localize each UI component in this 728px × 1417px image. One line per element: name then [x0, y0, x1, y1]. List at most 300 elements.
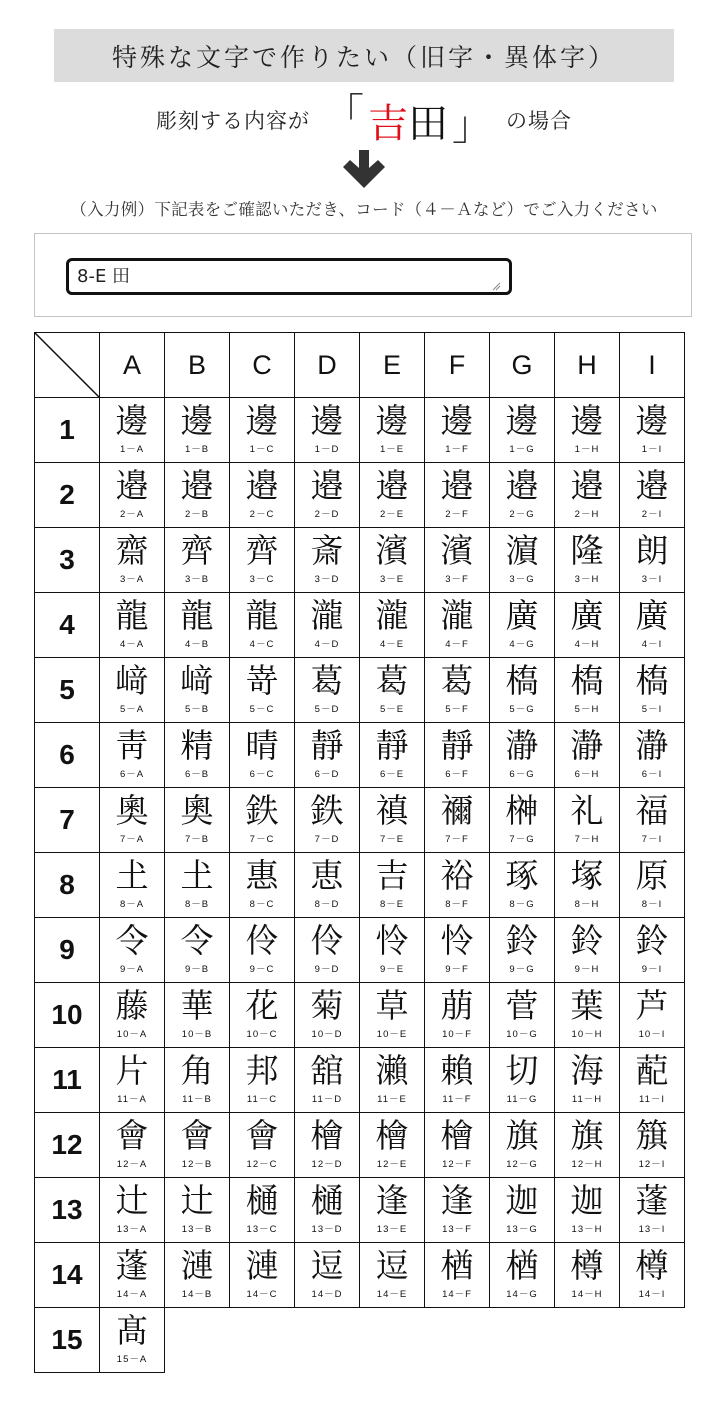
table-row — [35, 723, 685, 788]
kanji-code: 6－F — [445, 769, 469, 780]
kanji-cell — [360, 853, 425, 918]
kanji-code: 12－E — [376, 1159, 408, 1170]
kanji-glyph: 瀧 — [375, 596, 409, 635]
kanji-code: 5－B — [184, 704, 210, 715]
kanji-code: 1－H — [574, 444, 600, 455]
kanji-glyph: 龍 — [115, 596, 149, 635]
kanji-cell — [620, 983, 685, 1048]
kanji-cell — [100, 658, 165, 723]
kanji-code: 9－A — [119, 964, 145, 975]
empty-cell — [295, 1308, 360, 1373]
kanji-glyph: 怜 — [375, 921, 409, 960]
kanji-code: 13－A — [116, 1224, 148, 1235]
kanji-cell — [165, 398, 230, 463]
kanji-code: 11－H — [571, 1094, 603, 1105]
kanji-code: 13－B — [181, 1224, 213, 1235]
kanji-glyph: 楢 — [505, 1246, 539, 1285]
kanji-cell — [360, 528, 425, 593]
kanji-glyph: 晴 — [245, 726, 279, 765]
kanji-cell — [620, 658, 685, 723]
row-header: 13 — [35, 1178, 100, 1243]
kanji-cell — [360, 788, 425, 853]
kanji-glyph: 濱 — [440, 531, 474, 570]
kanji-cell — [100, 1243, 165, 1308]
kanji-glyph: 邉 — [375, 466, 409, 505]
kanji-code: 3－I — [641, 574, 663, 585]
kanji-glyph: 旗 — [570, 1116, 604, 1155]
kanji-code: 11－C — [246, 1094, 278, 1105]
kanji-cell — [555, 788, 620, 853]
kanji-glyph: 瀧 — [310, 596, 344, 635]
kanji-cell — [295, 593, 360, 658]
kanji-code: 13－G — [506, 1224, 538, 1235]
kanji-code: 3－F — [445, 574, 469, 585]
kanji-glyph: 葛 — [440, 661, 474, 700]
kanji-glyph: 濵 — [505, 531, 539, 570]
kanji-cell — [490, 463, 555, 528]
engraving-code-input[interactable]: 8-E 田 — [66, 258, 512, 295]
kanji-glyph: 邊 — [505, 401, 539, 440]
kanji-glyph: 海 — [570, 1051, 604, 1090]
kanji-code: 12－C — [246, 1159, 278, 1170]
variant-kanji-table — [34, 332, 685, 1373]
kanji-glyph: 塚 — [570, 856, 604, 895]
kanji-glyph: 邉 — [635, 466, 669, 505]
kanji-glyph: 萠 — [440, 986, 474, 1025]
kanji-cell — [360, 463, 425, 528]
kanji-code: 14－B — [181, 1289, 213, 1300]
kanji-code: 10－C — [246, 1029, 278, 1040]
kanji-glyph: 片 — [115, 1051, 149, 1090]
column-header-f: F — [425, 333, 490, 398]
kanji-code: 7－C — [249, 834, 275, 845]
kanji-glyph: 鉄 — [245, 791, 279, 830]
kanji-code: 7－A — [119, 834, 145, 845]
kanji-glyph: 芦 — [635, 986, 669, 1025]
kanji-cell — [425, 723, 490, 788]
kanji-glyph: 藤 — [115, 986, 149, 1025]
kanji-glyph: 會 — [180, 1116, 214, 1155]
row-header: 5 — [35, 658, 100, 723]
kanji-code: 10－D — [311, 1029, 343, 1040]
kanji-code: 12－A — [116, 1159, 148, 1170]
kanji-code: 3－B — [184, 574, 210, 585]
kanji-glyph: 嵜 — [245, 661, 279, 700]
kanji-code: 5－E — [379, 704, 405, 715]
kanji-cell — [620, 1178, 685, 1243]
kanji-code: 15－A — [116, 1354, 148, 1365]
kanji-code: 8－D — [314, 899, 340, 910]
kanji-glyph: 逗 — [310, 1246, 344, 1285]
table-row — [35, 593, 685, 658]
kanji-cell — [490, 983, 555, 1048]
table-row — [35, 1178, 685, 1243]
kanji-glyph: 朗 — [635, 531, 669, 570]
kanji-code: 12－F — [442, 1159, 472, 1170]
kanji-code: 5－F — [445, 704, 469, 715]
kanji-cell — [620, 788, 685, 853]
kanji-cell — [360, 658, 425, 723]
row-header: 6 — [35, 723, 100, 788]
kanji-cell — [620, 918, 685, 983]
kanji-code: 2－B — [184, 509, 210, 520]
kanji-cell — [360, 398, 425, 463]
kanji-cell — [230, 593, 295, 658]
kanji-glyph: 原 — [635, 856, 669, 895]
kanji-glyph: 槗 — [570, 661, 604, 700]
kanji-glyph: 檜 — [310, 1116, 344, 1155]
kanji-cell — [165, 463, 230, 528]
kanji-cell — [100, 528, 165, 593]
kanji-code: 14－D — [311, 1289, 343, 1300]
kanji-code: 5－A — [119, 704, 145, 715]
kanji-cell — [165, 853, 230, 918]
kanji-code: 10－A — [116, 1029, 148, 1040]
kanji-glyph: 樋 — [245, 1181, 279, 1220]
kanji-cell — [295, 1243, 360, 1308]
diagonal-line-icon — [35, 333, 99, 397]
kanji-code: 9－I — [641, 964, 663, 975]
page-title: 特殊な文字で作りたい（旧字・異体字） — [111, 42, 616, 72]
table-row — [35, 398, 685, 463]
kanji-glyph: 邊 — [570, 401, 604, 440]
table-row — [35, 853, 685, 918]
kanji-glyph: 邊 — [180, 401, 214, 440]
row-header: 14 — [35, 1243, 100, 1308]
kanji-cell — [295, 398, 360, 463]
kanji-glyph: 蓬 — [115, 1246, 149, 1285]
kanji-cell — [555, 1178, 620, 1243]
kanji-glyph: 邉 — [310, 466, 344, 505]
kanji-glyph: 伶 — [245, 921, 279, 960]
kanji-code: 4－H — [574, 639, 600, 650]
kanji-cell — [620, 528, 685, 593]
kanji-code: 7－G — [509, 834, 535, 845]
kanji-code: 14－A — [116, 1289, 148, 1300]
kanji-code: 14－F — [442, 1289, 472, 1300]
kanji-code: 9－G — [509, 964, 535, 975]
kanji-code: 13－C — [246, 1224, 278, 1235]
kanji-code: 12－I — [638, 1159, 666, 1170]
kanji-code: 6－H — [574, 769, 600, 780]
kanji-glyph: 鈴 — [570, 921, 604, 960]
kanji-code: 8－C — [249, 899, 275, 910]
kanji-cell — [295, 528, 360, 593]
kanji-glyph: 邊 — [440, 401, 474, 440]
kanji-code: 5－I — [641, 704, 663, 715]
kanji-cell — [165, 983, 230, 1048]
kanji-glyph: 漣 — [180, 1246, 214, 1285]
kanji-code: 9－D — [314, 964, 340, 975]
kanji-glyph: 簱 — [635, 1116, 669, 1155]
kanji-code: 1－E — [379, 444, 405, 455]
kanji-cell — [230, 658, 295, 723]
kanji-cell — [425, 1048, 490, 1113]
kanji-code: 7－I — [641, 834, 663, 845]
kanji-glyph: 怜 — [440, 921, 474, 960]
example-suffix: の場合 — [506, 109, 572, 133]
kanji-glyph: 齊 — [245, 531, 279, 570]
example-prefix: 彫刻する内容が — [156, 109, 310, 133]
kanji-glyph: 邊 — [245, 401, 279, 440]
table-row — [35, 463, 685, 528]
kanji-cell — [100, 1178, 165, 1243]
kanji-code: 8－H — [574, 899, 600, 910]
kanji-cell — [620, 398, 685, 463]
kanji-cell — [230, 1243, 295, 1308]
kanji-code: 12－D — [311, 1159, 343, 1170]
kanji-code: 2－E — [379, 509, 405, 520]
kanji-cell — [490, 1048, 555, 1113]
kanji-code: 7－B — [184, 834, 210, 845]
kanji-cell — [555, 723, 620, 788]
kanji-code: 3－E — [379, 574, 405, 585]
input-instruction: （入力例）下記表をご確認いただき、コード（４－Ａなど）でご入力ください — [70, 200, 658, 219]
table-row — [35, 983, 685, 1048]
kanji-code: 9－F — [445, 964, 469, 975]
kanji-cell — [425, 1178, 490, 1243]
kanji-cell — [230, 1048, 295, 1113]
kanji-cell — [100, 723, 165, 788]
kanji-code: 9－C — [249, 964, 275, 975]
kanji-cell — [425, 1243, 490, 1308]
kanji-glyph: 葛 — [310, 661, 344, 700]
kanji-code: 11－B — [182, 1094, 212, 1105]
row-header: 4 — [35, 593, 100, 658]
kanji-glyph: 樽 — [635, 1246, 669, 1285]
kanji-glyph: 吉 — [375, 856, 409, 895]
kanji-cell — [100, 983, 165, 1048]
kanji-glyph: 惠 — [245, 856, 279, 895]
kanji-glyph: 斎 — [310, 531, 344, 570]
kanji-glyph: 邉 — [180, 466, 214, 505]
kanji-code: 3－A — [119, 574, 145, 585]
kanji-glyph: 𡈽 — [115, 856, 149, 895]
kanji-code: 8－A — [119, 899, 145, 910]
kanji-glyph: 蓬 — [635, 1181, 669, 1220]
kanji-code: 9－B — [184, 964, 210, 975]
kanji-glyph: 恵 — [310, 856, 344, 895]
kanji-glyph: 瀞 — [635, 726, 669, 765]
kanji-code: 6－D — [314, 769, 340, 780]
kanji-code: 5－G — [509, 704, 535, 715]
kanji-cell — [165, 593, 230, 658]
kanji-code: 4－A — [119, 639, 145, 650]
kanji-cell — [425, 658, 490, 723]
kanji-cell — [555, 983, 620, 1048]
kanji-code: 1－G — [509, 444, 535, 455]
kanji-glyph: 齋 — [115, 531, 149, 570]
kanji-code: 4－I — [641, 639, 663, 650]
kanji-cell — [100, 1308, 165, 1373]
kanji-code: 5－C — [249, 704, 275, 715]
kanji-glyph: 槗 — [635, 661, 669, 700]
kanji-cell — [360, 1113, 425, 1178]
kanji-cell — [490, 593, 555, 658]
kanji-code: 13－F — [442, 1224, 472, 1235]
kanji-cell — [490, 853, 555, 918]
kanji-cell — [230, 918, 295, 983]
row-header: 10 — [35, 983, 100, 1048]
kanji-code: 1－C — [249, 444, 275, 455]
kanji-code: 12－B — [181, 1159, 213, 1170]
kanji-cell — [490, 528, 555, 593]
kanji-cell — [425, 1113, 490, 1178]
open-bracket: 「 — [324, 91, 364, 137]
kanji-glyph: 瀞 — [505, 726, 539, 765]
empty-cell — [360, 1308, 425, 1373]
kanji-cell — [620, 853, 685, 918]
kanji-cell — [230, 853, 295, 918]
kanji-code: 10－H — [571, 1029, 603, 1040]
kanji-cell — [230, 723, 295, 788]
kanji-code: 7－F — [445, 834, 469, 845]
kanji-cell — [295, 918, 360, 983]
kanji-glyph: 逢 — [375, 1181, 409, 1220]
column-header-c: C — [230, 333, 295, 398]
kanji-cell — [490, 723, 555, 788]
kanji-cell — [620, 1113, 685, 1178]
kanji-code: 1－I — [641, 444, 663, 455]
kanji-glyph: 﨑 — [180, 661, 214, 700]
kanji-code: 4－G — [509, 639, 535, 650]
kanji-cell — [295, 723, 360, 788]
kanji-code: 8－I — [641, 899, 663, 910]
kanji-code: 7－H — [574, 834, 600, 845]
kanji-cell — [555, 918, 620, 983]
kanji-cell — [425, 528, 490, 593]
kanji-code: 13－D — [311, 1224, 343, 1235]
kanji-glyph: 廣 — [570, 596, 604, 635]
kanji-glyph: 隆 — [570, 531, 604, 570]
kanji-glyph: 葉 — [570, 986, 604, 1025]
table-header-row — [35, 333, 685, 398]
kanji-glyph: 邉 — [440, 466, 474, 505]
kanji-cell — [360, 1048, 425, 1113]
kanji-cell — [100, 788, 165, 853]
kanji-glyph: 邉 — [245, 466, 279, 505]
kanji-glyph: 楢 — [440, 1246, 474, 1285]
kanji-code: 1－A — [119, 444, 145, 455]
kanji-code: 1－B — [184, 444, 210, 455]
row-header: 2 — [35, 463, 100, 528]
kanji-code: 14－I — [638, 1289, 666, 1300]
kanji-cell — [555, 1243, 620, 1308]
resize-handle-icon[interactable] — [492, 282, 501, 291]
kanji-glyph: 角 — [180, 1051, 214, 1090]
kanji-cell — [555, 853, 620, 918]
kanji-code: 10－G — [506, 1029, 538, 1040]
kanji-code: 4－D — [314, 639, 340, 650]
kanji-code: 2－A — [119, 509, 145, 520]
kanji-cell — [490, 1113, 555, 1178]
kanji-cell — [555, 658, 620, 723]
kanji-code: 6－G — [509, 769, 535, 780]
kanji-cell — [360, 918, 425, 983]
kanji-cell — [490, 1243, 555, 1308]
kanji-code: 11－G — [506, 1094, 538, 1105]
kanji-cell — [165, 1048, 230, 1113]
kanji-glyph: 精 — [180, 726, 214, 765]
kanji-code: 8－E — [379, 899, 405, 910]
kanji-glyph: 奧 — [180, 791, 214, 830]
kanji-glyph: 濱 — [375, 531, 409, 570]
kanji-cell — [165, 658, 230, 723]
kanji-glyph: 福 — [635, 791, 669, 830]
kanji-glyph: 靜 — [375, 726, 409, 765]
kanji-glyph: 裕 — [440, 856, 474, 895]
kanji-code: 1－D — [314, 444, 340, 455]
kanji-glyph: 檜 — [440, 1116, 474, 1155]
kanji-cell — [165, 918, 230, 983]
kanji-cell — [165, 528, 230, 593]
kanji-glyph: 靜 — [310, 726, 344, 765]
kanji-cell — [295, 1113, 360, 1178]
kanji-code: 12－G — [506, 1159, 538, 1170]
kanji-cell — [555, 1048, 620, 1113]
kanji-glyph: 草 — [375, 986, 409, 1025]
kanji-cell — [425, 983, 490, 1048]
kanji-glyph: 伶 — [310, 921, 344, 960]
kanji-glyph: 廣 — [505, 596, 539, 635]
empty-cell — [230, 1308, 295, 1373]
kanji-glyph: 漣 — [245, 1246, 279, 1285]
kanji-cell — [490, 398, 555, 463]
kanji-cell — [165, 723, 230, 788]
kanji-code: 2－D — [314, 509, 340, 520]
row-header: 7 — [35, 788, 100, 853]
row-header: 9 — [35, 918, 100, 983]
kanji-glyph: 龍 — [245, 596, 279, 635]
kanji-code: 14－C — [246, 1289, 278, 1300]
row-header: 3 — [35, 528, 100, 593]
empty-cell — [165, 1308, 230, 1373]
kanji-code: 7－E — [379, 834, 405, 845]
empty-cell — [620, 1308, 685, 1373]
kanji-code: 11－A — [117, 1094, 147, 1105]
kanji-glyph: 華 — [180, 986, 214, 1025]
kanji-code: 2－G — [509, 509, 535, 520]
close-bracket: 」 — [452, 103, 492, 149]
kanji-cell — [230, 1113, 295, 1178]
kanji-cell — [620, 1243, 685, 1308]
kanji-cell — [555, 1113, 620, 1178]
kanji-cell — [100, 1113, 165, 1178]
kanji-code: 11－F — [442, 1094, 472, 1105]
kanji-cell — [620, 1048, 685, 1113]
kanji-glyph: 齊 — [180, 531, 214, 570]
column-header-a: A — [100, 333, 165, 398]
kanji-glyph: 邊 — [310, 401, 344, 440]
kanji-cell — [295, 658, 360, 723]
kanji-glyph: 邉 — [570, 466, 604, 505]
kanji-cell — [555, 528, 620, 593]
kanji-glyph: 鉄 — [310, 791, 344, 830]
column-header-h: H — [555, 333, 620, 398]
kanji-code: 2－C — [249, 509, 275, 520]
kanji-glyph: 瀧 — [440, 596, 474, 635]
kanji-cell — [620, 593, 685, 658]
kanji-cell — [555, 593, 620, 658]
kanji-code: 6－A — [119, 769, 145, 780]
kanji-cell — [360, 1243, 425, 1308]
kanji-glyph: 會 — [115, 1116, 149, 1155]
kanji-cell — [295, 788, 360, 853]
table-row — [35, 1048, 685, 1113]
kanji-glyph: 鈴 — [635, 921, 669, 960]
kanji-cell — [100, 593, 165, 658]
kanji-cell — [620, 463, 685, 528]
